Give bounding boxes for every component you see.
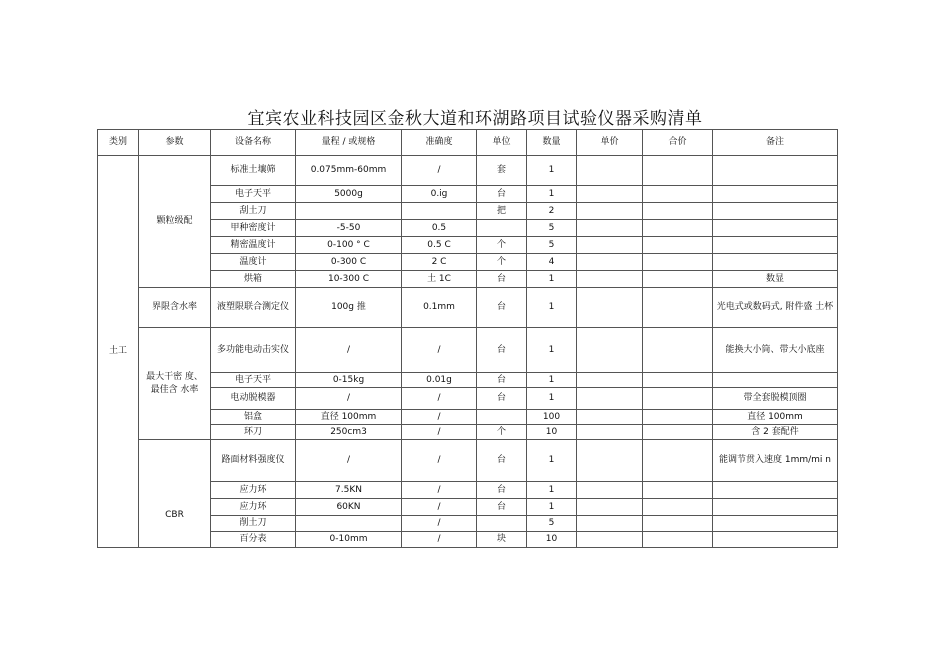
quantity-cell: 5 [527, 220, 577, 237]
unit-price-cell [577, 388, 643, 410]
equipment-name-cell: 应力环 [211, 482, 296, 499]
quantity-cell: 1 [527, 440, 577, 482]
remarks-cell [713, 516, 838, 532]
total-price-cell [643, 516, 713, 532]
procurement-table [97, 129, 838, 548]
range-cell: 0.075mm-60mm [296, 156, 402, 186]
unit-cell: 台 [477, 499, 527, 516]
total-price-cell [643, 425, 713, 440]
header-unit-price: 单价 [577, 130, 643, 156]
range-cell: -5-50 [296, 220, 402, 237]
unit-cell: 台 [477, 388, 527, 410]
unit-price-cell [577, 425, 643, 440]
total-price-cell [643, 186, 713, 203]
table-row [98, 288, 838, 328]
equipment-name-cell: 精密温度计 [211, 237, 296, 254]
range-cell: / [296, 388, 402, 410]
unit-price-cell [577, 532, 643, 548]
unit-price-cell [577, 271, 643, 288]
range-cell: 0-10mm [296, 532, 402, 548]
header-row [98, 130, 838, 156]
unit-price-cell [577, 516, 643, 532]
total-price-cell [643, 220, 713, 237]
unit-cell [477, 516, 527, 532]
accuracy-cell [402, 203, 477, 220]
remarks-cell [713, 203, 838, 220]
unit-price-cell [577, 254, 643, 271]
equipment-name-cell: 铝盒 [211, 410, 296, 425]
range-cell: 7.5KN [296, 482, 402, 499]
unit-price-cell [577, 288, 643, 328]
remarks-cell [713, 532, 838, 548]
range-cell: 0-15kg [296, 373, 402, 388]
range-cell: 0-100 ° C [296, 237, 402, 254]
equipment-name-cell: 路面材料强度仪 [211, 440, 296, 482]
table-row [98, 328, 838, 373]
param-max-dry-density: 最大干密 度、最佳含 水率 [139, 328, 211, 440]
total-price-cell [643, 328, 713, 373]
unit-cell: 台 [477, 186, 527, 203]
quantity-cell: 1 [527, 271, 577, 288]
header-accuracy: 准确度 [402, 130, 477, 156]
header-equipment-name: 设备名称 [211, 130, 296, 156]
remarks-cell: 能换大小筒、带大小底座 [713, 328, 838, 373]
unit-price-cell [577, 373, 643, 388]
unit-cell: 台 [477, 440, 527, 482]
range-cell: / [296, 328, 402, 373]
unit-price-cell [577, 156, 643, 186]
accuracy-cell: 0.5 [402, 220, 477, 237]
param-atterberg-limits: 界限含水率 [139, 288, 211, 328]
unit-cell: 台 [477, 328, 527, 373]
quantity-cell: 4 [527, 254, 577, 271]
range-cell [296, 203, 402, 220]
quantity-cell: 1 [527, 499, 577, 516]
range-cell: 5000g [296, 186, 402, 203]
remarks-cell [713, 220, 838, 237]
total-price-cell [643, 482, 713, 499]
quantity-cell: 1 [527, 288, 577, 328]
total-price-cell [643, 440, 713, 482]
unit-cell: 个 [477, 237, 527, 254]
range-cell [296, 516, 402, 532]
total-price-cell [643, 237, 713, 254]
unit-price-cell [577, 186, 643, 203]
accuracy-cell: 2 C [402, 254, 477, 271]
equipment-name-cell: 温度计 [211, 254, 296, 271]
total-price-cell [643, 156, 713, 186]
quantity-cell: 1 [527, 373, 577, 388]
total-price-cell [643, 532, 713, 548]
quantity-cell: 1 [527, 328, 577, 373]
accuracy-cell: / [402, 156, 477, 186]
range-cell: 250cm3 [296, 425, 402, 440]
total-price-cell [643, 388, 713, 410]
accuracy-cell: / [402, 499, 477, 516]
unit-cell: 台 [477, 271, 527, 288]
unit-cell: 套 [477, 156, 527, 186]
equipment-name-cell: 电子天平 [211, 186, 296, 203]
unit-price-cell [577, 203, 643, 220]
total-price-cell [643, 288, 713, 328]
accuracy-cell: 0.5 C [402, 237, 477, 254]
header-category: 类别 [98, 130, 139, 156]
remarks-cell: 含 2 套配件 [713, 425, 838, 440]
equipment-name-cell: 刮土刀 [211, 203, 296, 220]
remarks-cell: 光电式或数码式, 附件盛 土杯 [713, 288, 838, 328]
unit-cell [477, 410, 527, 425]
total-price-cell [643, 203, 713, 220]
remarks-cell: 能调节贯入速度 1mm/mi n [713, 440, 838, 482]
document-title: 宜宾农业科技园区金秋大道和环湖路项目试验仪器采购清单 [247, 109, 703, 129]
unit-cell: 把 [477, 203, 527, 220]
table-row [98, 156, 838, 186]
param-cbr: CBR [139, 440, 211, 548]
accuracy-cell: / [402, 532, 477, 548]
range-cell: 10-300 C [296, 271, 402, 288]
range-cell: 60KN [296, 499, 402, 516]
unit-price-cell [577, 499, 643, 516]
remarks-cell: 数显 [713, 271, 838, 288]
quantity-cell: 1 [527, 186, 577, 203]
remarks-cell: 带全套脱模顶圈 [713, 388, 838, 410]
remarks-cell [713, 482, 838, 499]
total-price-cell [643, 271, 713, 288]
unit-price-cell [577, 220, 643, 237]
remarks-cell [713, 373, 838, 388]
unit-cell: 台 [477, 482, 527, 499]
accuracy-cell: 0.01g [402, 373, 477, 388]
unit-cell [477, 220, 527, 237]
header-total-price: 合价 [643, 130, 713, 156]
equipment-name-cell: 电子天平 [211, 373, 296, 388]
quantity-cell: 5 [527, 516, 577, 532]
quantity-cell: 1 [527, 388, 577, 410]
accuracy-cell: / [402, 410, 477, 425]
quantity-cell: 1 [527, 482, 577, 499]
quantity-cell: 5 [527, 237, 577, 254]
unit-price-cell [577, 440, 643, 482]
remarks-cell [713, 156, 838, 186]
header-parameter: 参数 [139, 130, 211, 156]
total-price-cell [643, 499, 713, 516]
unit-price-cell [577, 328, 643, 373]
accuracy-cell: / [402, 425, 477, 440]
range-cell: 100g 推 [296, 288, 402, 328]
accuracy-cell: 0.ig [402, 186, 477, 203]
remarks-cell [713, 254, 838, 271]
unit-cell: 个 [477, 425, 527, 440]
equipment-name-cell: 环刀 [211, 425, 296, 440]
accuracy-cell: / [402, 328, 477, 373]
header-quantity: 数量 [527, 130, 577, 156]
equipment-name-cell: 甲种密度计 [211, 220, 296, 237]
remarks-cell [713, 499, 838, 516]
accuracy-cell: / [402, 516, 477, 532]
total-price-cell [643, 410, 713, 425]
accuracy-cell: / [402, 388, 477, 410]
unit-price-cell [577, 237, 643, 254]
accuracy-cell: / [402, 482, 477, 499]
unit-cell: 台 [477, 373, 527, 388]
header-unit: 单位 [477, 130, 527, 156]
equipment-name-cell: 应力环 [211, 499, 296, 516]
equipment-name-cell: 百分表 [211, 532, 296, 548]
quantity-cell: 2 [527, 203, 577, 220]
equipment-name-cell: 削土刀 [211, 516, 296, 532]
accuracy-cell: / [402, 440, 477, 482]
range-cell: 0-300 C [296, 254, 402, 271]
range-cell: / [296, 440, 402, 482]
accuracy-cell: 0.1mm [402, 288, 477, 328]
remarks-cell [713, 237, 838, 254]
total-price-cell [643, 254, 713, 271]
range-cell: 直径 100mm [296, 410, 402, 425]
equipment-name-cell: 烘箱 [211, 271, 296, 288]
quantity-cell: 1 [527, 156, 577, 186]
unit-cell: 台 [477, 288, 527, 328]
quantity-cell: 100 [527, 410, 577, 425]
equipment-name-cell: 液塑限联合测定仪 [211, 288, 296, 328]
unit-cell: 个 [477, 254, 527, 271]
accuracy-cell: 土 1C [402, 271, 477, 288]
header-remarks: 备注 [713, 130, 838, 156]
unit-price-cell [577, 410, 643, 425]
remarks-cell: 直径 100mm [713, 410, 838, 425]
table-row [98, 440, 838, 482]
unit-cell: 块 [477, 532, 527, 548]
equipment-name-cell: 电动脱模器 [211, 388, 296, 410]
category-cell: 土工 [98, 156, 139, 548]
equipment-name-cell: 标准土壤筛 [211, 156, 296, 186]
header-range: 量程 / 或规格 [296, 130, 402, 156]
remarks-cell [713, 186, 838, 203]
unit-price-cell [577, 482, 643, 499]
quantity-cell: 10 [527, 425, 577, 440]
equipment-name-cell: 多功能电动击实仪 [211, 328, 296, 373]
total-price-cell [643, 373, 713, 388]
quantity-cell: 10 [527, 532, 577, 548]
param-particle-grading: 颗粒级配 [139, 156, 211, 288]
